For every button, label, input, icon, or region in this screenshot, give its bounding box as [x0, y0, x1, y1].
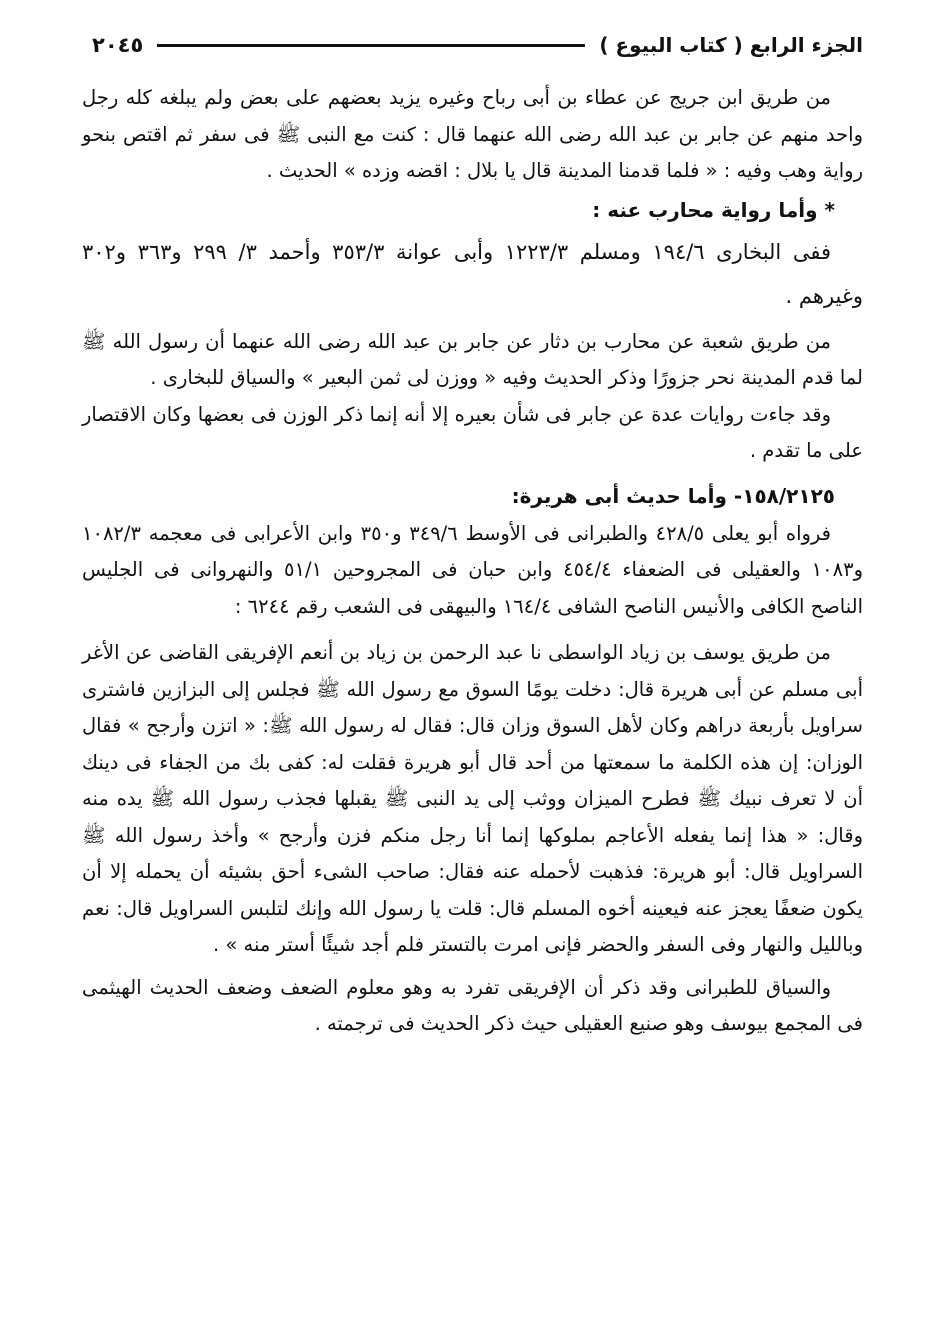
page-body	[82, 80, 863, 1043]
section-heading-muharib: * وأما رواية محارب عنه :	[592, 197, 835, 222]
section-heading-abu-hurayra: ١٥٨/٢١٢٥- وأما حديث أبى هريرة:	[511, 483, 835, 508]
header-title: الجزء الرابع ( كتاب البيوع )	[599, 33, 863, 57]
header-rule	[157, 44, 585, 47]
paragraph-references-abu-yala: فرواه أبو يعلى ٤٢٨/٥ والطبرانى فى الأوسط ٣٤٩/٦ و٣٥٠ وابن الأعرابى فى معجمه ١٠٨٢/٣ و١٠٨٣ والعقيلى فى الضعفاء ٤٥٤/٤ وابن حبان فى المجروحين ٥١/١ والنهروانى فى الجليس الناصح الكافى والأنيس الناصح الشافى ١٦٤/٤ والبيهقى فى الشعب رقم ٦٢٤٤ :	[82, 521, 863, 618]
page-number: ٢٠٤٥	[92, 33, 144, 57]
paragraph-hadith-text: من طريق يوسف بن زياد الواسطى نا عبد الرحمن بن زياد بن أنعم الإفريقى القاضى عن الأغر أبى مسلم عن أبى هريرة قال: دخلت يومًا السوق مع رسول الله ﷺ فجلس إلى البزازين فاشترى سراويل بأربعة دراهم وكان لأهل السوق وزان قال: فقال له رسول الله ﷺ: « اتزن وأرجح » فقال الوزان: إن هذه الكلمة ما سمعتها من أحد قال أبو هريرة فقلت له: كفى بك من الجفاء فى دينك أن لا تعرف نبيك ﷺ فطرح الميزان ووثب إلى يد النبى ﷺ يقبلها فجذب رسول الله ﷺ يده منه وقال: « هذا إنما يفعله الأعاجم بملوكها إنما أنا رجل منكم فزن وأرجح » وأخذ رسول الله ﷺ السراويل قال: أبو هريرة: فذهبت لأحمله عنه فقال: صاحب الشىء أحق بشيئه أن يحمله إلا أن يكون ضعفًا يعجز عنه فيعينه أخوه المسلم قال: قلت يا رسول الله وإنك لتلبس السراويل قال: نعم وبالليل والنهار وفى السفر والحضر فإنى امرت بالتستر فلم أجد شيئًا أستر منه » .	[82, 641, 863, 956]
running-header	[92, 28, 863, 62]
paragraph-conclusion: والسياق للطبرانى وقد ذكر أن الإفريقى تفرد به وهو معلوم الضعف وضعف الحديث الهيثمى فى المجمع بيوسف وهو صنيع العقيلى حيث ذكر الحديث فى ترجمته .	[82, 975, 863, 1035]
paragraph-shuba-route: من طريق شعبة عن محارب بن دثار عن جابر بن عبد الله رضى الله عنهما أن رسول الله ﷺ لما قدم المدينة نحر جزورًا وذكر الحديث وفيه « ووزن لى ثمن البعير » والسياق للبخارى .	[82, 329, 863, 389]
paragraph-references-bukhari: ففى البخارى ١٩٤/٦ ومسلم ١٢٢٣/٣ وأبى عوانة ٣٥٣/٣ وأحمد ٣/ ٢٩٩ و٣٦٣ و٣٠٢ وغيرهم .	[82, 239, 863, 308]
paragraph-jabir-narrations: وقد جاءت روايات عدة عن جابر فى شأن بعيره إلا أنه إنما ذكر الوزن فى بعضها وكان الاقتصار على ما تقدم .	[82, 402, 863, 462]
paragraph-ibn-jurayj: من طريق ابن جريج عن عطاء بن أبى رباح وغيره يزيد بعضهم على بعض ولم يبلغه كله رجل واحد منهم عن جابر بن عبد الله رضى الله عنهما قال : كنت مع النبى ﷺ فى سفر ثم اقتص بنحو رواية وهب وفيه : « فلما قدمنا المدينة قال يا بلال : اقضه وزده » الحديث .	[82, 86, 863, 182]
